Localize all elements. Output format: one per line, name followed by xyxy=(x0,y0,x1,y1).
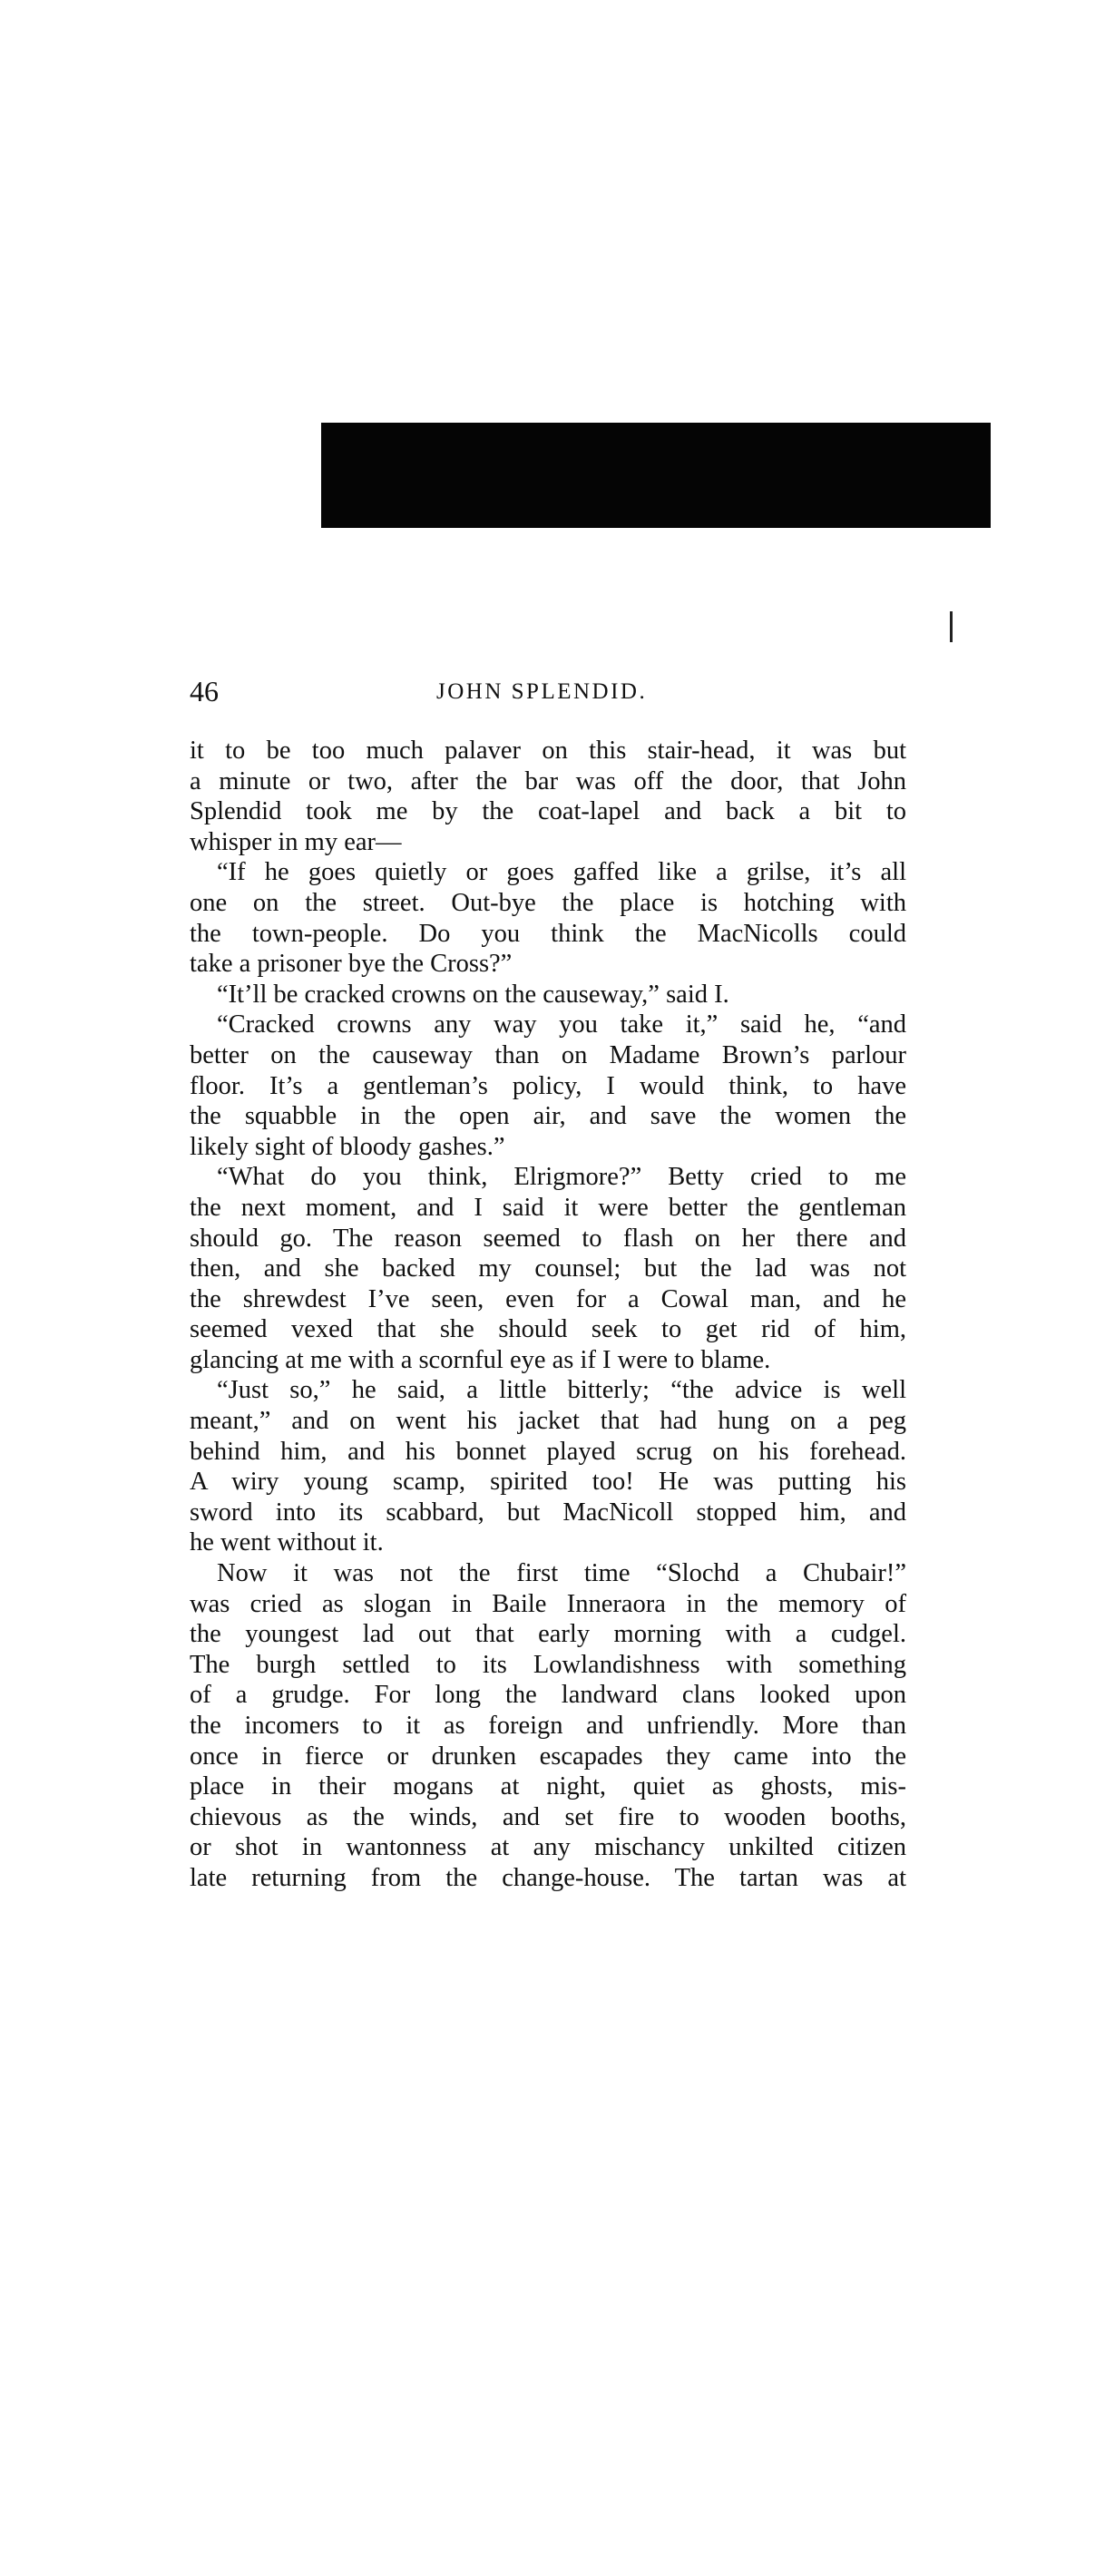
text-line: whisper in my ear— xyxy=(190,827,402,856)
text-line: the youngest lad out that early morning with a cudgel. xyxy=(190,1620,906,1649)
text-line: should go. The reason seemed to flash on her there and xyxy=(190,1224,906,1253)
text-line: Now it was not the first time “Slochd a Chubair!” xyxy=(217,1559,906,1588)
text-line: the next moment, and I said it were better the gentleman xyxy=(190,1193,906,1222)
margin-mark xyxy=(950,611,953,642)
text-line: the town-people. Do you think the MacNicolls could xyxy=(190,919,906,948)
text-line: it to be too much palaver on this stair-head, it was but xyxy=(190,737,906,765)
text-line: take a prisoner bye the Cross?” xyxy=(190,950,513,979)
text-line: then, and she backed my counsel; but the lad was not xyxy=(190,1254,906,1283)
text-line: behind him, and his bonnet played scrug on his forehead. xyxy=(190,1437,906,1466)
text-line: meant,” and on went his jacket that had hung on a peg xyxy=(190,1407,906,1436)
text-line: the incomers to it as foreign and unfriendly. More than xyxy=(190,1712,906,1740)
text-line: chievous as the winds, and set fire to wooden booths, xyxy=(190,1802,906,1831)
text-line: A wiry young scamp, spirited too! He was putting his xyxy=(190,1468,906,1497)
text-line: floor. It’s a gentleman’s policy, I would think, to have xyxy=(190,1071,906,1100)
text-line: of a grudge. For long the landward clans looked upon xyxy=(190,1681,906,1710)
text-line: once in fierce or drunken escapades they came into the xyxy=(190,1742,906,1771)
text-line: one on the street. Out-bye the place is hotching with xyxy=(190,888,906,917)
text-line: sword into its scabbard, but MacNicoll stopped him, and xyxy=(190,1498,906,1527)
text-line: Splendid took me by the coat-lapel and back a bit to xyxy=(190,797,906,826)
text-line: “If he goes quietly or goes gaffed like a grilse, it’s all xyxy=(217,858,906,887)
text-line: was cried as slogan in Baile Inneraora in the memory of xyxy=(190,1589,906,1618)
text-line: late returning from the change-house. The tartan was at xyxy=(190,1863,906,1892)
page-number: 46 xyxy=(190,675,219,707)
text-line: better on the causeway than on Madame Brown’s parlour xyxy=(190,1040,906,1069)
body-text xyxy=(190,736,906,1894)
text-line: “It’ll be cracked crowns on the causeway,” said I. xyxy=(217,980,729,1009)
text-line: seemed vexed that she should seek to get rid of him, xyxy=(190,1315,906,1344)
text-line: glancing at me with a scornful eye as if I were to blame. xyxy=(190,1345,771,1374)
text-line: the squabble in the open air, and save the women the xyxy=(190,1102,906,1131)
text-line: or shot in wantonness at any mischancy unkilted citizen xyxy=(190,1833,906,1862)
text-line: he went without it. xyxy=(190,1528,384,1557)
text-line: place in their mogans at night, quiet as ghosts, mis- xyxy=(190,1772,906,1801)
redaction-bar xyxy=(321,423,991,528)
running-head xyxy=(190,675,910,718)
running-title: JOHN SPLENDID. xyxy=(436,679,648,704)
text-line: “Just so,” he said, a little bitterly; “the advice is well xyxy=(217,1376,906,1405)
text-line: “Cracked crowns any way you take it,” said he, “and xyxy=(217,1010,906,1039)
text-line: the shrewdest I’ve seen, even for a Cowal man, and he xyxy=(190,1284,906,1313)
text-line: The burgh settled to its Lowlandishness with something xyxy=(190,1650,906,1679)
text-line: a minute or two, after the bar was off the door, that John xyxy=(190,766,906,795)
text-line: likely sight of bloody gashes.” xyxy=(190,1132,505,1161)
text-line: “What do you think, Elrigmore?” Betty cried to me xyxy=(217,1163,906,1192)
